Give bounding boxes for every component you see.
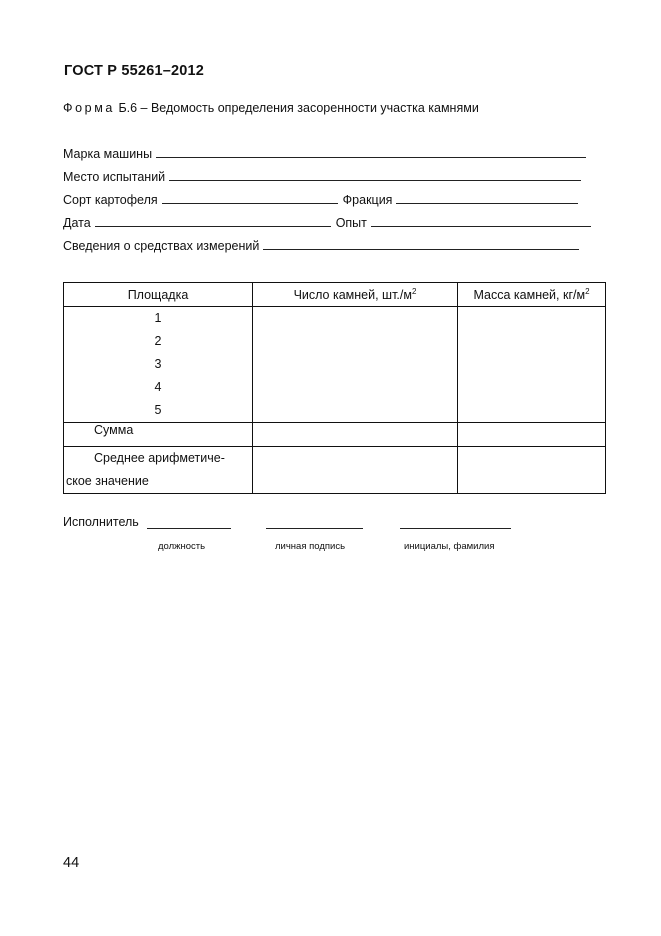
- sum-row: [64, 423, 606, 447]
- form-title-text: Б.6 – Ведомость определения засоренности участка камнями: [118, 101, 479, 115]
- test-location-label: Место испытаний: [63, 170, 166, 184]
- plot-number: 2: [154, 334, 162, 348]
- machine-brand-row: [63, 146, 586, 161]
- plot-number: 3: [154, 357, 162, 371]
- signature-blank[interactable]: [266, 528, 363, 529]
- plot-numbers-cell: [64, 307, 253, 423]
- sum-stone-mass-cell[interactable]: [458, 423, 606, 447]
- plots-row: [64, 307, 606, 423]
- plot-number: 5: [154, 403, 162, 417]
- variety-fraction-row: [63, 192, 578, 207]
- machine-brand-label: Марка машины: [63, 147, 153, 161]
- executor-label: Исполнитель: [63, 515, 139, 529]
- measurement-info-blank[interactable]: [263, 238, 579, 250]
- stone-count-column-header: Число камней, $шт./м^2$: [253, 283, 458, 307]
- position-blank[interactable]: [147, 528, 231, 529]
- plot-number: 1: [154, 311, 162, 325]
- form-title: [63, 101, 479, 115]
- date-blank[interactable]: [95, 215, 331, 227]
- mean-row: [64, 447, 606, 494]
- table-header-row: [64, 283, 606, 307]
- sum-label: Сумма: [64, 423, 253, 447]
- stone-data-table: [63, 282, 606, 494]
- page-number: 44: [63, 855, 80, 871]
- form-title-prefix: Форма: [63, 101, 115, 115]
- mean-label: [64, 447, 253, 494]
- fraction-blank[interactable]: [396, 192, 578, 204]
- name-caption: инициалы, фамилия: [404, 541, 495, 552]
- signature-caption: личная подпись: [275, 541, 346, 552]
- fraction-label: Фракция: [342, 193, 393, 207]
- trial-label: Опыт: [335, 216, 367, 230]
- mean-label-line1: Среднее арифметиче-: [94, 451, 225, 465]
- stone-mass-entry-cell[interactable]: [458, 307, 606, 423]
- machine-brand-blank[interactable]: [156, 146, 586, 158]
- date-trial-row: [63, 215, 591, 230]
- mean-label-line2: ское значение: [66, 474, 149, 488]
- plot-number: 4: [154, 380, 162, 394]
- stone-mass-column-header: Масса камней, $кг/м^2$: [458, 283, 606, 307]
- test-location-blank[interactable]: [169, 169, 581, 181]
- potato-variety-label: Сорт картофеля: [63, 193, 158, 207]
- date-label: Дата: [63, 216, 91, 230]
- name-blank[interactable]: [400, 528, 511, 529]
- trial-blank[interactable]: [371, 215, 591, 227]
- stone-count-entry-cell[interactable]: [253, 307, 458, 423]
- mean-stone-count-cell[interactable]: [253, 447, 458, 494]
- position-caption: должность: [158, 541, 206, 552]
- measurement-info-row: [63, 238, 579, 253]
- document-code: ГОСТ Р 55261–2012: [64, 63, 205, 79]
- sum-stone-count-cell[interactable]: [253, 423, 458, 447]
- potato-variety-blank[interactable]: [162, 192, 338, 204]
- measurement-info-label: Сведения о средствах измерений: [63, 239, 260, 253]
- test-location-row: [63, 169, 581, 184]
- mean-stone-mass-cell[interactable]: [458, 447, 606, 494]
- plot-column-header: Площадка: [64, 283, 253, 307]
